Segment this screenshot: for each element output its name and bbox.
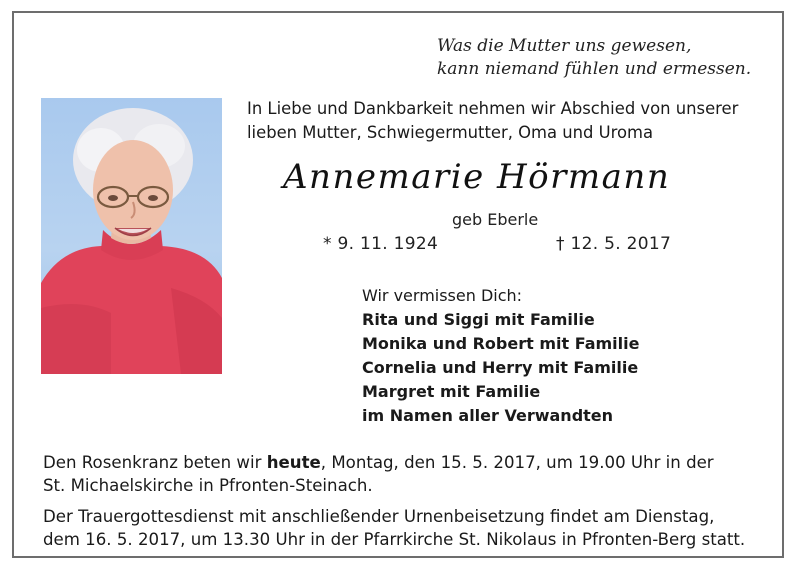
quote-line-2: kann niemand fühlen und ermessen.: [437, 59, 752, 79]
mourners-heading: Wir vermissen Dich:: [362, 286, 523, 305]
death-date: † 12. 5. 2017: [556, 234, 672, 254]
service-notice-line-2: dem 16. 5. 2017, um 13.30 Uhr in der Pfarrkirche St. Nikolaus in Pfronten-Berg statt.: [43, 530, 746, 549]
rosary-notice-line-1: [43, 451, 714, 474]
portrait-photo: [41, 98, 222, 374]
rosary-text-post: , Montag, den 15. 5. 2017, um 19.00 Uhr in der: [320, 453, 714, 472]
intro-line-2: lieben Mutter, Schwiegermutter, Oma und Uroma: [247, 123, 654, 142]
birth-date: * 9. 11. 1924: [323, 234, 439, 254]
mourner-name: Margret mit Familie: [362, 382, 541, 401]
mourner-name: Cornelia und Herry mit Familie: [362, 358, 639, 377]
portrait-illustration: [41, 98, 222, 374]
mourner-name: Monika und Robert mit Familie: [362, 334, 640, 353]
service-notice-line-1: Der Trauergottesdienst mit anschließender Urnenbeisetzung findet am Dienstag,: [43, 507, 715, 526]
rosary-text-pre: Den Rosenkranz beten wir: [43, 453, 267, 472]
deceased-name: Annemarie Hörmann: [283, 157, 671, 197]
rosary-notice-line-2: St. Michaelskirche in Pfronten-Steinach.: [43, 476, 373, 495]
mourner-name: Rita und Siggi mit Familie: [362, 310, 595, 329]
intro-line-1: In Liebe und Dankbarkeit nehmen wir Abschied von unserer: [247, 99, 739, 118]
rosary-today: heute: [266, 453, 321, 472]
mourners-block: [362, 284, 639, 428]
maiden-name: geb Eberle: [452, 210, 539, 229]
quote-line-1: Was die Mutter uns gewesen,: [437, 36, 692, 56]
mourner-name: im Namen aller Verwandten: [362, 406, 614, 425]
